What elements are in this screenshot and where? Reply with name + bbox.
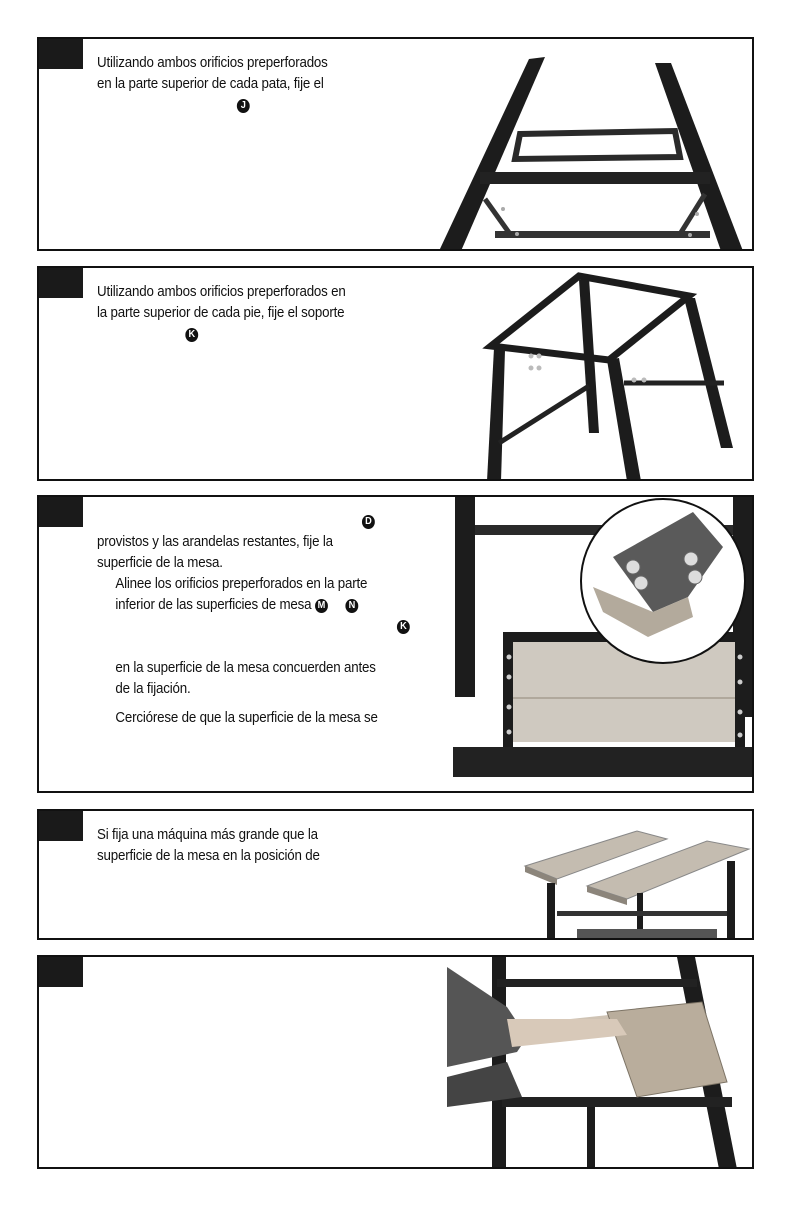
step-panel-2 (37, 266, 754, 481)
text-line: inferior de las superficies de mesa (115, 597, 312, 613)
step-text (97, 53, 328, 116)
step-text (97, 282, 346, 345)
text-line: provistos y las arandelas restantes, fije la (97, 534, 333, 550)
step-number-tab (39, 811, 83, 841)
step-text (97, 511, 410, 729)
step-panel-5 (37, 955, 754, 1169)
step-panel-4 (37, 809, 754, 940)
text-line: superficie de la mesa en la posición de (97, 848, 320, 864)
part-badge-k: K (397, 620, 410, 634)
text-line: superficie de la mesa. (97, 555, 223, 571)
part-badge-k: K (185, 328, 198, 342)
step-number-tab (39, 497, 83, 527)
text-line: Alinee los orificios preperforados en la parte (115, 576, 368, 592)
step-text (97, 825, 320, 867)
text-line: Cerciórese de que la superficie de la mesa se (115, 710, 378, 726)
photo-stand-assembled (439, 268, 754, 481)
photo-hand-placing-shelf (447, 957, 754, 1169)
part-badge-j: J (237, 99, 250, 113)
text-line: Utilizando ambos orificios preperforados (97, 55, 328, 71)
text-line: Si fija una máquina más grande que la (97, 827, 318, 843)
step-panel-3 (37, 495, 754, 793)
text-line: la parte superior de cada pie, fije el soporte (97, 305, 345, 321)
photo-stand-legs (425, 39, 754, 251)
step-number-tab (39, 957, 83, 987)
part-badge-n: N (345, 599, 358, 613)
text-line: en la parte superior de cada pata, fije el (97, 76, 324, 92)
photo-wide-tabletops (517, 811, 754, 940)
step-number-tab (39, 39, 83, 69)
text-line: Utilizando ambos orificios preperforados en (97, 284, 346, 300)
part-badge-d: D (362, 515, 375, 529)
step-panel-1 (37, 37, 754, 251)
part-badge-m: M (315, 599, 328, 613)
photo-table-underside (453, 497, 754, 793)
text-line: de la fijación. (115, 681, 191, 697)
text-line: en la superficie de la mesa concuerden antes (115, 660, 376, 676)
step-number-tab (39, 268, 83, 298)
